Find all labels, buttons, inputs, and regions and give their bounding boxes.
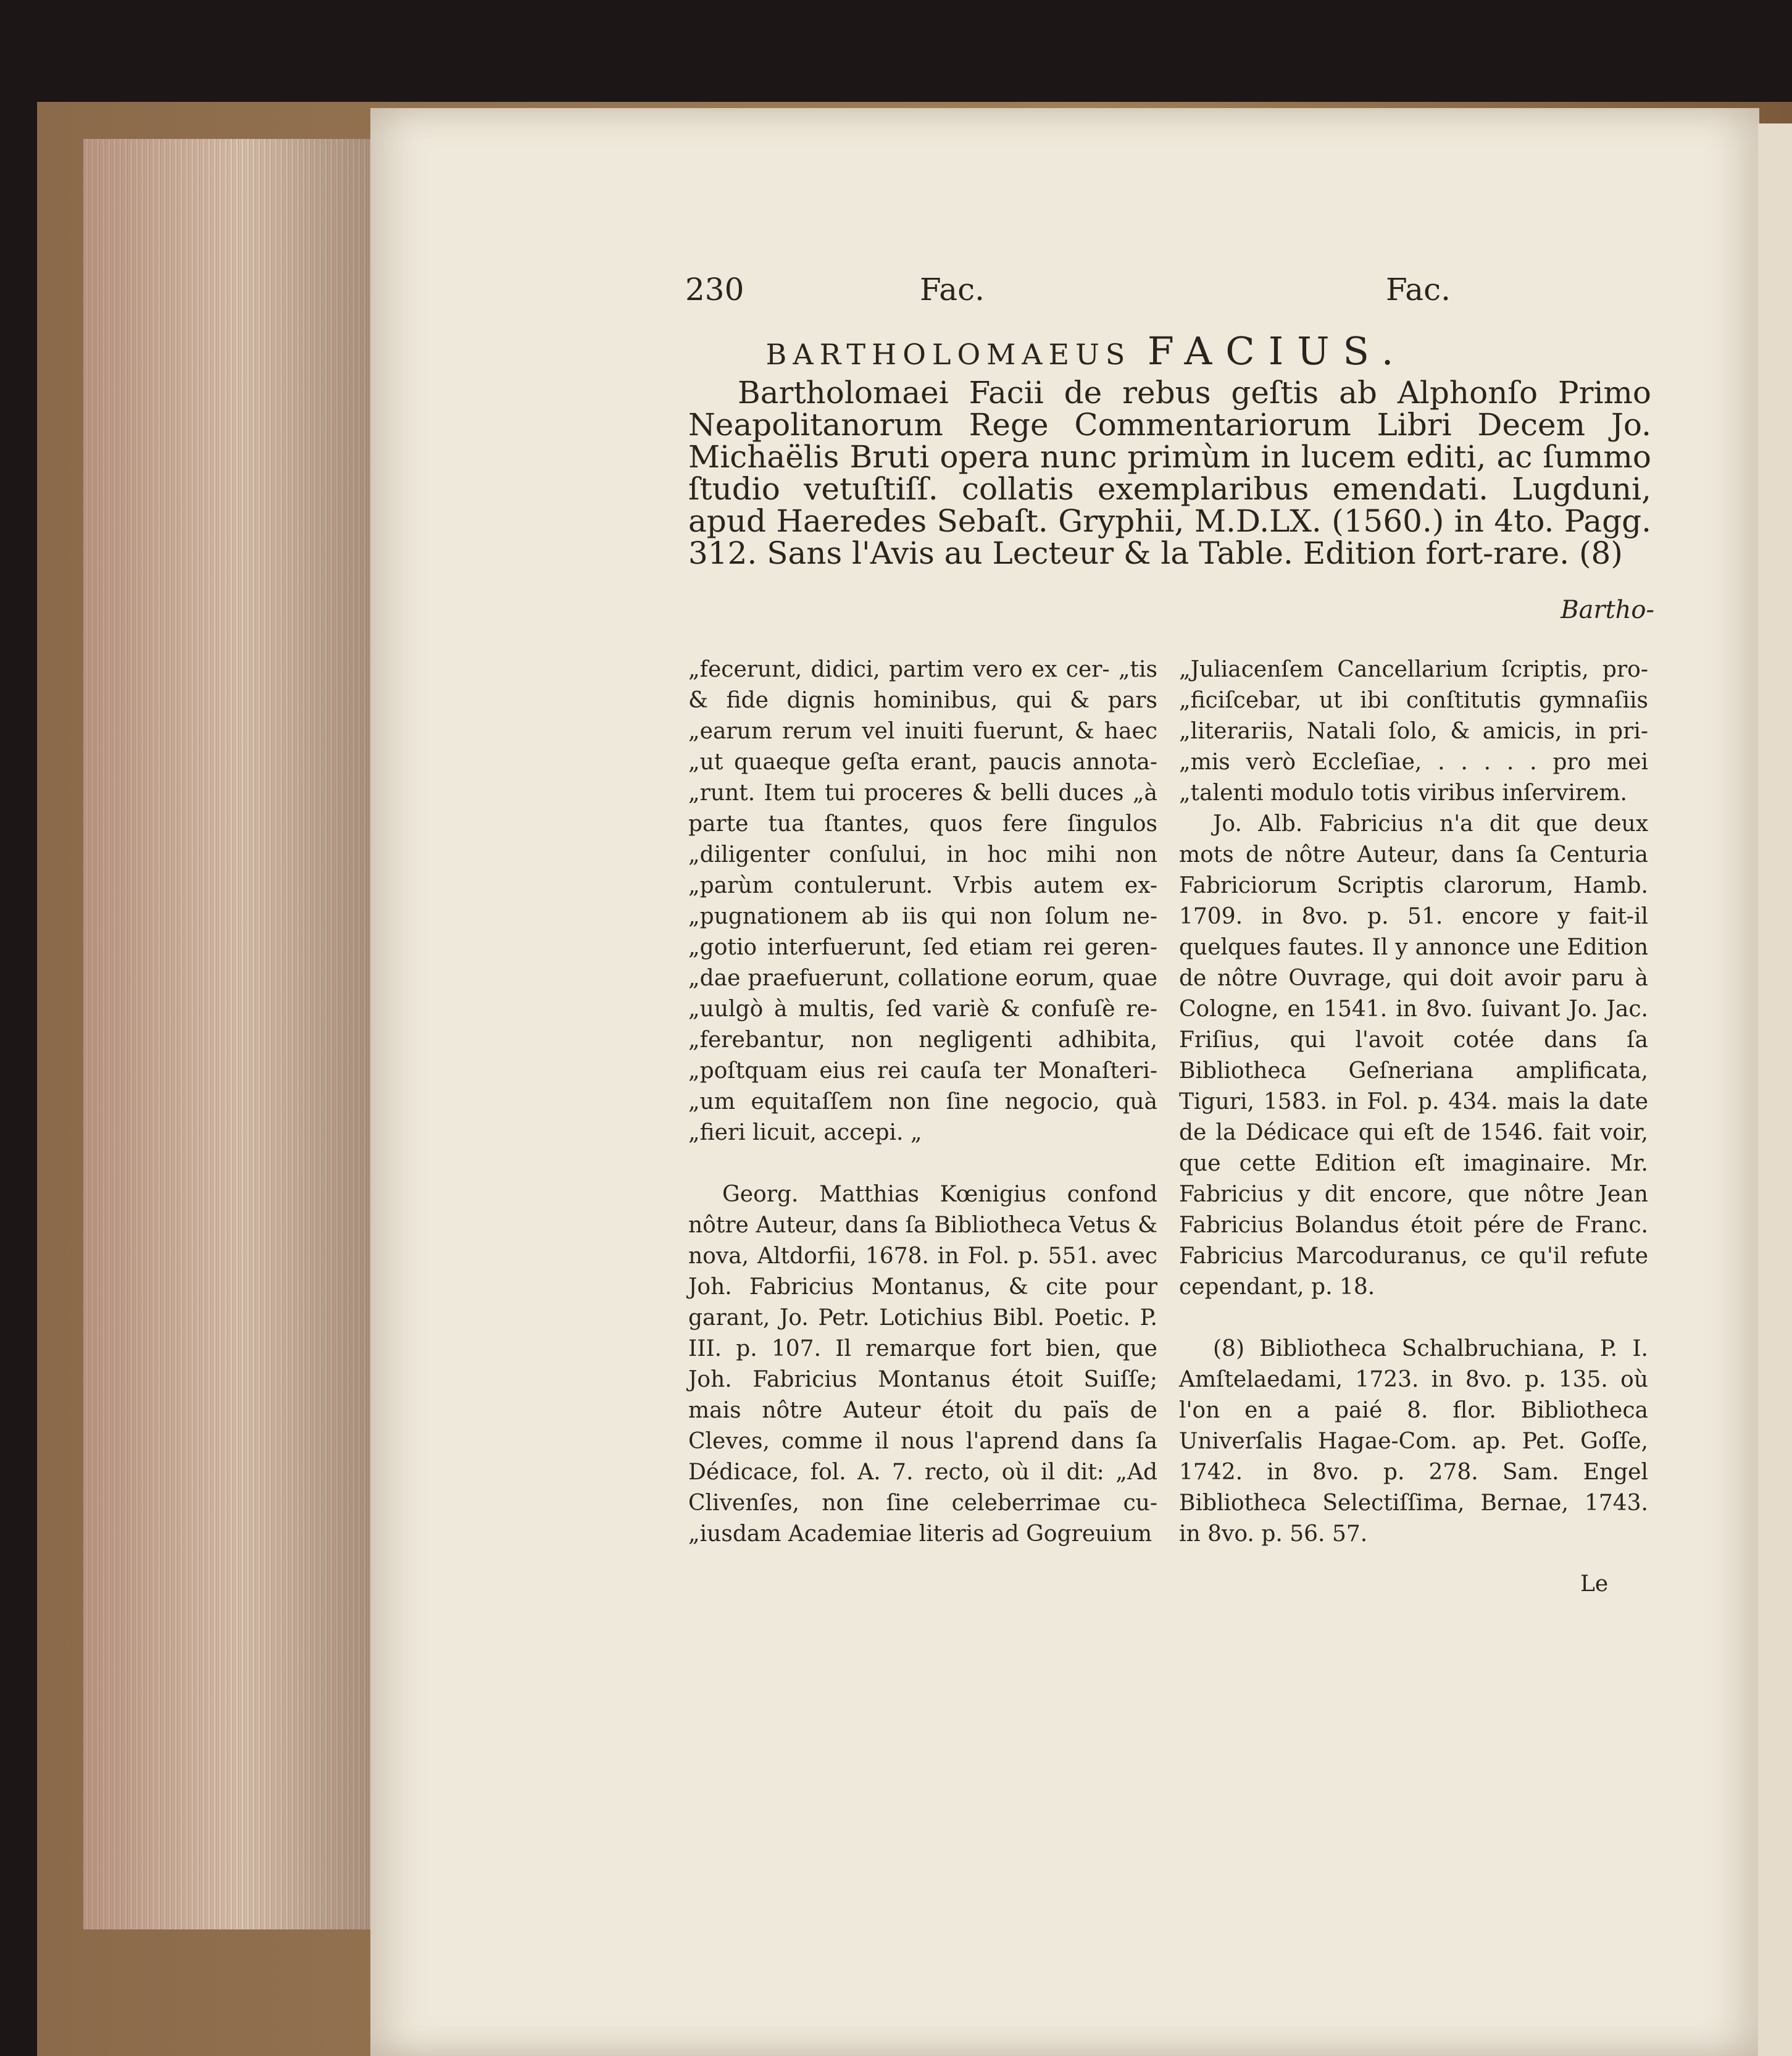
running-head-left: Fac. (920, 272, 985, 307)
right-paragraph-quote: „Juliacenſem Cancellarium ſcriptis, pro- „ficiſcebar, ut ibi conſtitutis gymnaſiis „literariis, Natali ſolo, & amicis, in pri- „mis verò Eccleſiae, . . . . . pro mei „talenti modulo totis viribus inſervirem. (1179, 657, 1648, 806)
facing-page-edge (1758, 123, 1792, 2056)
footnote-8: (8) Bibliotheca Schalbruchiana, P. I. Amſtelaedami, 1723. in 8vo. p. 135. où l'on en a paié 8. flor. Bibliotheca Univerſalis Hagae-Com. ap. Pet. Goſſe, 1742. in 8vo. p. 278. Sam. Engel Bibliotheca Selectiſſima, Bernae, 1743. in 8vo. p. 56. 57. (1179, 1336, 1648, 1547)
left-paragraph-quote: „fecerunt, didici, partim vero ex cer- „tis & fide dignis hominibus, qui & pars „earum rerum vel inuiti fuerunt, & haec „ut quaeque geſta erant, paucis annota- „runt. Item tui proceres & belli duces „à parte tua ſtantes, quos fere ſingulos „diligenter conſului, in hoc mihi non „parùm contulerunt. Vrbis autem ex- „pugnationem ab iis qui non ſolum ne- „gotio interfuerunt, ſed etiam rei geren- „dae praefuerunt, collatione eorum, quae „uulgò à multis, ſed variè & confuſè re- „ferebantur, non negligenti adhibita, „poſtquam eius rei cauſa ter Monaſteri- „um equitaſſem non ſine negocio, quà „fieri licuit, accepi. „ (688, 657, 1157, 1145)
page-number: 230 (685, 272, 744, 307)
page-edges-shade (83, 139, 373, 1929)
title-forename: BARTHOLOMAEUS (765, 338, 1131, 371)
lead-paragraph (688, 377, 1651, 569)
running-head-right: Fac. (1386, 272, 1451, 307)
entry-title (685, 328, 1488, 374)
catchword-top: Bartho- (1561, 596, 1654, 624)
title-surname: FACIUS. (1147, 328, 1407, 374)
lead-text: Bartholomaei Facii de rebus geſtis ab Alphonſo Primo Neapolitanorum Rege Commentariorum Libri Decem Jo. Michaëlis Bruti opera nunc primùm in lucem editi, ac ſummo ſtudio vetuſtiſſ. collatis exemplaribus emendati. Lugduni, apud Haeredes Sebaſt. Gryphii, M.D.LX. (1560.) in 4to. Pagg. 312. Sans l'Avis au Lecteur & la Table. Edition fort-rare. (8) (688, 375, 1651, 571)
right-paragraph-fabricius: Jo. Alb. Fabricius n'a dit que deux mots de nôtre Auteur, dans ſa Centuria Fabriciorum Scriptis clarorum, Hamb. 1709. in 8vo. p. 51. encore y fait-il quelques fautes. Il y annonce une Edition de nôtre Ouvrage, qui doit avoir paru à Cologne, en 1541. in 8vo. ſuivant Jo. Jac. Friſius, qui l'avoit cotée dans ſa Bibliotheca Geſneriana amplificata, Tiguri, 1583. in Fol. p. 434. mais la date de la Dédicace qui eſt de 1546. fait voir, que cette Edition eſt imaginaire. Mr. Fabricius y dit encore, que nôtre Jean Fabricius Bolandus étoit pére de Franc. Fabricius Marcoduranus, ce qu'il refute cependant, p. 18. (1179, 811, 1648, 1300)
right-column (1179, 654, 1648, 1581)
left-column (688, 654, 1157, 1581)
catchword-bottom: Le (1580, 1571, 1609, 1597)
left-paragraph-koenigius: Georg. Matthias Kœnigius confond nôtre Auteur, dans ſa Bibliotheca Vetus & nova, Altdorfii, 1678. in Fol. p. 551. avec Joh. Fabricius Montanus, & cite pour garant, Jo. Petr. Lotichius Bibl. Poetic. P. III. p. 107. Il remarque fort bien, que Joh. Fabricius Montanus étoit Suiſſe; mais nôtre Auteur étoit du païs de Cleves, comme il nous l'aprend dans ſa Dédicace, fol. A. 7. recto, où il dit: „Ad Clivenſes, non ſine celeberrimae cu- „iusdam Academiae literis ad Gogreuium (688, 1182, 1157, 1547)
running-header (685, 272, 1451, 321)
